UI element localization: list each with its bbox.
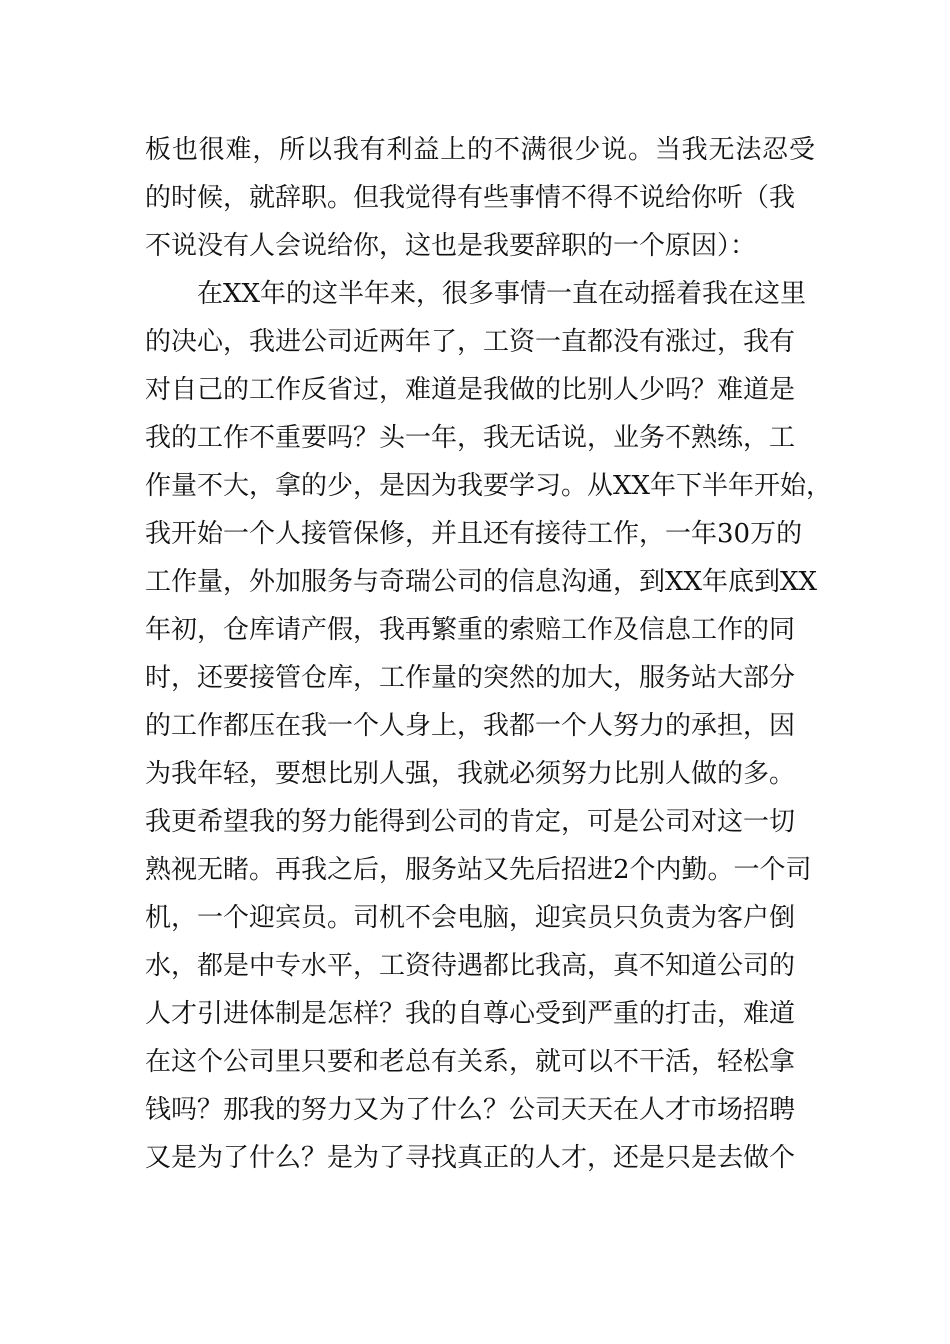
text-line-11: 年初，仓库请产假，我再繁重的索赔工作及信息工作的同: [145, 615, 796, 645]
text-line-7: 我的工作不重要吗？头一年，我无话说，业务不熟练，工: [145, 423, 796, 453]
text-line-21: 钱吗？那我的努力又为了什么？公司天天在人才市场招聘: [145, 1095, 796, 1125]
text-line-15: 我更希望我的努力能得到公司的肯定，可是公司对这一切: [145, 807, 796, 837]
text-line-10: 工作量，外加服务与奇瑞公司的信息沟通，到XX年底到XX: [145, 567, 818, 597]
text-line-8: 作量不大，拿的少，是因为我要学习。从XX年下半年开始，: [145, 471, 833, 501]
text-line-13: 的工作都压在我一个人身上，我都一个人努力的承担，因: [145, 711, 796, 741]
text-line-6: 对自己的工作反省过，难道是我做的比别人少吗？难道是: [145, 375, 796, 405]
text-line-14: 为我年轻，要想比别人强，我就必须努力比别人做的多。: [145, 759, 796, 789]
text-line-2: 的时候，就辞职。但我觉得有些事情不得不说给你听（我: [145, 183, 796, 213]
text-line-4: 在XX年的这半年来，很多事情一直在动摇着我在这里: [145, 279, 807, 309]
text-line-9: 我开始一个人接管保修，并且还有接待工作，一年30万的: [145, 519, 803, 549]
text-line-18: 水，都是中专水平，工资待遇都比我高，真不知道公司的: [145, 951, 796, 981]
text-line-16: 熟视无睹。再我之后，服务站又先后招进2个内勤。一个司: [145, 855, 812, 885]
text-line-1: 板也很难，所以我有利益上的不满很少说。当我无法忍受: [145, 135, 815, 165]
text-line-20: 在这个公司里只要和老总有关系，就可以不干活，轻松拿: [145, 1047, 796, 1077]
body-text: [145, 126, 833, 1182]
text-line-3: 不说没有人会说给你，这也是我要辞职的一个原因）：: [145, 231, 757, 261]
text-line-22: 又是为了什么？是为了寻找真正的人才，还是只是去做个: [145, 1143, 796, 1173]
text-line-17: 机，一个迎宾员。司机不会电脑，迎宾员只负责为客户倒: [145, 903, 796, 933]
text-line-12: 时，还要接管仓库，工作量的突然的加大，服务站大部分: [145, 663, 796, 693]
text-line-19: 人才引进体制是怎样？我的自尊心受到严重的打击，难道: [145, 999, 796, 1029]
text-line-5: 的决心，我进公司近两年了，工资一直都没有涨过，我有: [145, 327, 796, 357]
